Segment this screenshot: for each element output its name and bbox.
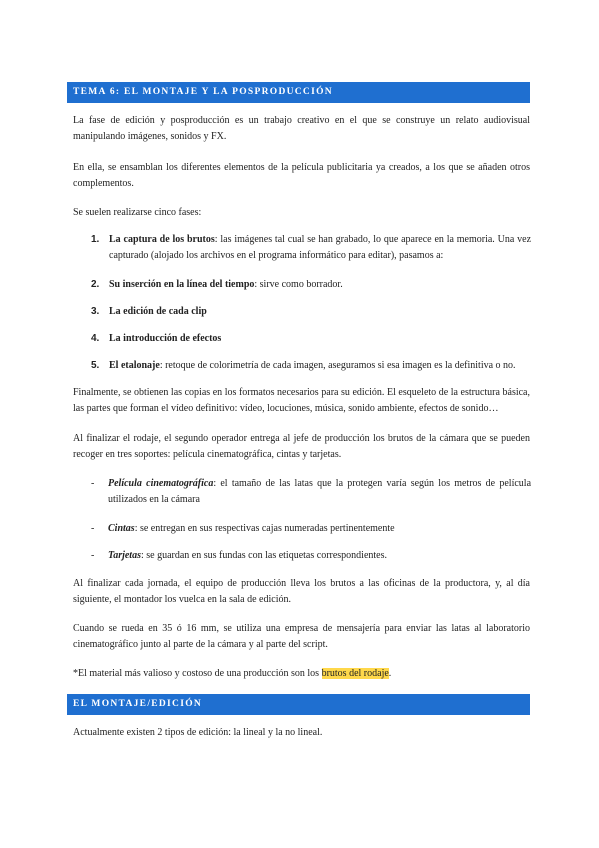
support-item-pelicula xyxy=(91,476,531,508)
paragraph-jornada: Al finalizar cada jornada, el equipo de producción lleva los brutos a las oficinas de la productora, y, al día siguiente, el montador los vuelca en la sala de edición. xyxy=(73,578,530,605)
phase-number: 1. xyxy=(91,234,100,245)
phase-text: : las imágenes tal cual se han grabado, lo que aparece en la memoria. Una vez capturado (alojado los archivos en el programa informático para editar), pasamos a: xyxy=(109,234,532,261)
phase-title: Su inserción en la línea del tiempo xyxy=(109,279,255,290)
paragraph-fases: Se suelen realizarse cinco fases: xyxy=(73,207,202,218)
support-text: : se guardan en sus fundas con las etiquetas correspondientes. xyxy=(140,550,388,561)
material-text: *El material más valioso y costoso de una producción son los xyxy=(73,668,322,679)
bullet-dash: - xyxy=(91,550,95,561)
phase-text: : sirve como borrador. xyxy=(254,279,343,290)
support-item-cintas xyxy=(91,521,531,537)
highlight-brutos: brutos del rodaje xyxy=(321,668,389,679)
support-text: : el tamaño de las latas que la protegen varía según los metros de película utilizados en la cámara xyxy=(108,478,532,505)
material-period: . xyxy=(388,668,392,679)
phase-title: El etalonaje xyxy=(109,360,160,371)
phase-item-4 xyxy=(91,331,531,347)
support-title: Tarjetas xyxy=(108,550,141,561)
phase-item-3 xyxy=(91,304,531,320)
bullet-dash: - xyxy=(91,523,95,534)
phase-number: 5. xyxy=(91,360,100,371)
paragraph-rueda: Cuando se rueda en 35 ó 16 mm, se utiliza una empresa de mensajería para enviar las latas al laboratorio cinematográfico junto al parte de la cámara y al parte del script. xyxy=(73,623,530,650)
phase-number: 4. xyxy=(91,333,100,344)
phase-item-2 xyxy=(91,277,531,293)
phase-number: 3. xyxy=(91,306,100,317)
section-header-tema6: TEMA 6: EL MONTAJE Y LA POSPRODUCCIÓN xyxy=(67,82,530,103)
phase-number: 2. xyxy=(91,279,100,290)
paragraph-finalmente: Finalmente, se obtienen las copias en los formatos necesarios para su edición. El esqueleto de la estructura básica, las partes que forman el vídeo definitivo: vídeo, locuciones, música, sonido ambiente, efectos de sonido… xyxy=(73,387,530,414)
paragraph-material xyxy=(73,666,530,682)
paragraph-ensamblan: En ella, se ensamblan los diferentes elementos de la película publicitaria ya creados, a los que se añaden otros complementos. xyxy=(73,162,530,189)
phase-title: La captura de los brutos xyxy=(109,234,215,245)
bullet-dash: - xyxy=(91,478,95,489)
phase-item-5 xyxy=(91,358,531,374)
paragraph-rodaje: Al finalizar el rodaje, el segundo operador entrega al jefe de producción los brutos de la cámara que se pueden recoger en tres soportes: película cinematográfica, cintas y tarjetas. xyxy=(73,433,530,460)
phase-title: La introducción de efectos xyxy=(109,333,222,344)
section-header-montaje: EL MONTAJE/EDICIÓN xyxy=(67,694,530,715)
phase-title: La edición de cada clip xyxy=(109,306,207,317)
paragraph-intro: La fase de edición y posproducción es un trabajo creativo en el que se construye un relato audiovisual manipulando imágenes, sonidos y FX. xyxy=(73,115,530,142)
support-title: Cintas xyxy=(108,523,135,534)
support-item-tarjetas xyxy=(91,548,531,564)
phase-text: : retoque de colorimetría de cada imagen, aseguramos si esa imagen es la definitiva o no. xyxy=(159,360,516,371)
support-text: : se entregan en sus respectivas cajas numeradas pertinentemente xyxy=(134,523,395,534)
paragraph-actualmente: Actualmente existen 2 tipos de edición: la lineal y la no lineal. xyxy=(73,727,323,738)
phase-item-1 xyxy=(91,232,531,264)
support-title: Película cinematográfica xyxy=(108,478,214,489)
